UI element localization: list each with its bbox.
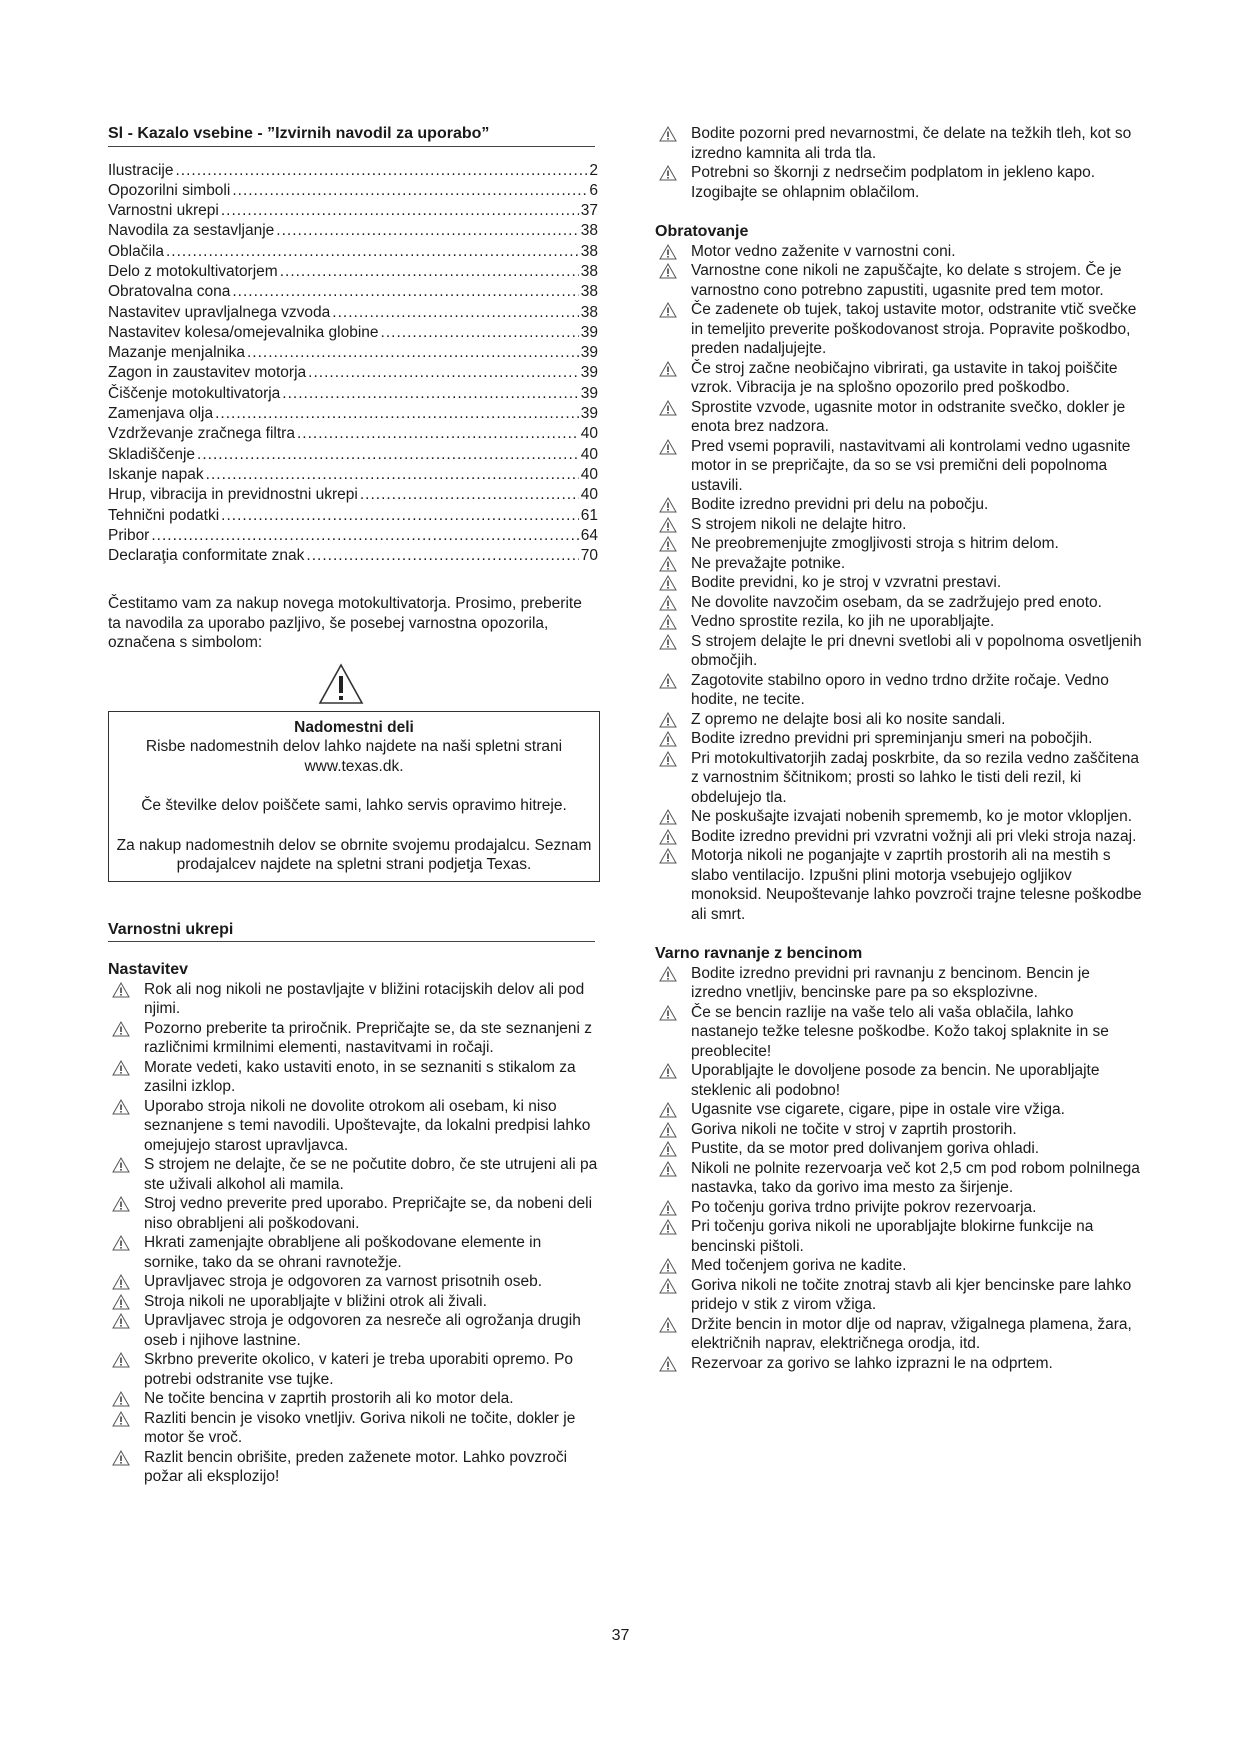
warning-item [655,1198,1145,1218]
warning-item-text: Ne poskušajte izvajati nobenih sprememb, ko je motor vklopljen. [691,808,1133,825]
subheading-nastavitev: Nastavitev [108,961,189,979]
warning-item [655,359,1145,398]
warning-item-text: Goriva nikoli ne točite v stroj v zaprtih prostorih. [691,1120,1017,1138]
warning-item [655,710,1145,730]
toc-entry-label: Zamenjava olja [108,405,214,423]
toc-dot-leader [297,424,579,444]
toc-entry [108,343,598,363]
toc-entry-label: Nastavitev kolesa/omejevalnika globine [108,323,379,341]
list-nastavitev [108,980,598,1487]
warning-item [655,749,1145,808]
warning-triangle-icon [659,165,677,181]
warning-item [108,1311,598,1350]
warning-triangle-icon [659,1356,677,1372]
warning-item [655,554,1145,574]
warning-item [655,261,1145,300]
warning-triangle-icon [112,1099,130,1115]
warning-triangle-icon [112,982,130,998]
warning-item [655,671,1145,710]
warning-item-text: Pri točenju goriva nikoli ne uporabljajte blokirne funkcije na bencinski pištoli. [691,1218,1094,1255]
toc-entry [108,181,598,201]
toc-entry [108,526,598,546]
warning-item-text: Pustite, da se motor pred dolivanjem goriva ohladi. [691,1140,1040,1157]
warning-item [655,398,1145,437]
toc-entry-label: Obratovalna cona [108,283,231,301]
toc-entry-label: Zagon in zaustavitev motorja [108,364,307,382]
warning-item [655,729,1145,749]
warning-item-text: Ne točite bencina v zaprtih prostorih ali ko motor dela. [144,1390,514,1408]
toc-entry [108,323,598,343]
toc-entry-page: 6 [589,181,598,199]
warning-item [108,1272,598,1292]
warning-item [655,124,1145,163]
warning-item-text: Če se bencin razlije na vaše telo ali vaša oblačila, lahko nastanejo težke telesne poškodbe. Kožo takoj splaknite in se preoblecite! [691,1003,1109,1060]
toc-entry-label: Nastavitev upravljalnega vzvoda [108,303,331,321]
toc-dot-leader [221,506,579,526]
toc-entry-page: 61 [580,506,598,524]
list-bencin [655,964,1145,1374]
warning-item [655,1100,1145,1120]
toc-entry-page: 39 [580,364,598,382]
toc-entry [108,262,598,282]
toc-entry [108,303,598,323]
toc-entry-page: 38 [580,242,598,260]
warning-item-text: S strojem delajte le pri dnevni svetlobi ali v popolnoma osvetljenih območjih. [691,632,1142,669]
warning-triangle-icon [659,1278,677,1294]
warning-item [655,573,1145,593]
warning-item-text: S strojem nikoli ne delajte hitro. [691,515,907,533]
warning-item-text: Razliti bencin je visoko vnetljiv. Goriva nikoli ne točite, dokler je motor še vroč. [144,1409,576,1447]
warning-item-text: Z opremo ne delajte bosi ali ko nosite sandali. [691,710,1006,728]
warning-item-text: Pri motokultivatorjih zadaj poskrbite, da so rezila vedno zaščitena z varnostnim ščitnikom; prosti so lahko le tisti deli rezil, ki obdelujejo tla. [691,749,1140,806]
warning-item-text: Varnostne cone nikoli ne zapuščajte, ko delate s strojem. Če je varnostno cono potrebno zapustiti, ugasnite pred tem motor. [691,262,1122,299]
warning-triangle-icon [659,614,677,630]
toc-entry-label: Hrup, vibracija in previdnostni ukrepi [108,486,358,504]
toc-entry-page: 38 [580,303,598,321]
toc-dot-leader [221,201,579,221]
warning-item [655,515,1145,535]
warning-item [108,1448,598,1487]
warning-triangle-icon [112,1391,130,1407]
warning-item [655,534,1145,554]
warning-item [655,300,1145,359]
warning-item-text: Ne prevažajte potnike. [691,554,846,572]
list-obratovanje [655,242,1145,925]
toc-entry [108,506,598,526]
toc-entry-label: Opozorilni simboli [108,181,231,199]
toc-dot-leader [197,445,579,465]
spare-parts-box [108,711,600,882]
warning-item-text: Vedno sprostite rezila, ko jih ne uporabljajte. [691,613,995,630]
warning-item [655,964,1145,1003]
warning-item-text: Bodite previdni, ko je stroj v vzvratni prestavi. [691,574,1002,591]
toc-entry-page: 39 [580,344,598,362]
toc-dot-leader [215,404,579,424]
warning-item-text: Potrebni so škornji z nedrsečim podplatom in jekleno kapo. Izogibajte se ohlapnim oblačilom. [691,164,1096,201]
warning-item [108,1019,598,1058]
warning-triangle-icon [659,731,677,747]
warning-item [655,1159,1145,1198]
toc-dot-leader [206,465,579,485]
warning-item-text: S strojem ne delajte, če se ne počutite dobro, če ste utrujeni ali pa ste uživali alkohol ali mamila. [144,1156,598,1193]
warning-triangle-icon [659,809,677,825]
warning-item-text: Hkrati zamenjajte obrabljene ali poškodovane elemente in sornike, tako da se ohrani ravnotežje. [144,1234,542,1271]
warning-triangle-icon [659,829,677,845]
toc-entry-label: Skladiščenje [108,445,196,463]
warning-item-text: Upravljavec stroja je odgovoren za nesreče ali ogrožanja drugih oseb i njihove lastnine. [144,1312,581,1349]
warning-triangle-icon [659,1258,677,1274]
toc-dot-leader [308,363,579,383]
warning-triangle-icon [659,1161,677,1177]
warning-item-text: Nikoli ne polnite rezervoarja več kot 2,5 cm pod robom polnilnega nastavka, tako da gorivo ima mesto za širjenje. [691,1159,1140,1196]
warning-item-text: Pozorno preberite ta priročnik. Prepričajte se, da ste seznanjeni z različnimi krmilnimi elementi, nastavitvami in ročaji. [144,1019,593,1057]
toc-entry-label: Ilustracije [108,161,174,179]
warning-triangle-icon [318,663,364,705]
toc-entry [108,465,598,485]
warning-item-text: Rezervoar za gorivo se lahko izprazni le na odprtem. [691,1354,1053,1372]
toc-entry-page: 40 [580,486,598,504]
spare-parts-title: Nadomestni deli [294,718,414,736]
warning-item [655,1120,1145,1140]
warning-triangle-icon [659,439,677,455]
toc-entry [108,363,598,383]
warning-item-text: Bodite pozorni pred nevarnostmi, če delate na težkih tleh, kot so izredno kamnita ali trda tla. [691,125,1132,162]
warning-triangle-icon [659,400,677,416]
toc-entry-page: 38 [580,262,598,280]
page-number: 37 [611,1627,630,1644]
warning-item-text: Ne dovolite navzočim osebam, da se zadržujejo pred enoto. [691,593,1102,611]
warning-item [655,846,1145,924]
warning-item-text: Morate vedeti, kako ustaviti enoto, in se seznaniti s stikalom za zasilni izklop. [144,1058,576,1096]
warning-item-text: Motor vedno zaženite v varnostni coni. [691,242,956,260]
warning-item-text: Če stroj začne neobičajno vibrirati, ga ustavite in takoj poiščite vzrok. Vibracija je na splošno opozorilo pred poškodbo. [691,359,1118,396]
toc-entry [108,201,598,221]
section-heading-safety: Varnostni ukrepi [108,920,595,943]
warning-triangle-icon [659,1200,677,1216]
warning-item [655,1256,1145,1276]
toc-dot-leader [306,546,578,566]
toc-dot-leader [381,323,579,343]
warning-triangle-icon [112,1411,130,1427]
toc-entry-label: Navodila za sestavljanje [108,222,275,240]
warning-triangle-icon [659,634,677,650]
warning-item-text: Pred vsemi popravili, nastavitvami ali kontrolami vedno ugasnite motor in se prepričajte, da so se vsi premični deli popolnoma ustavili. [691,437,1131,494]
toc-list [108,161,598,567]
warning-triangle-icon [112,1313,130,1329]
toc-dot-leader [175,161,587,181]
warning-item-text: Stroja nikoli ne uporabljajte v bližini otrok ali živali. [144,1292,487,1310]
warning-item-text: Po točenju goriva trdno privijte pokrov rezervoarja. [691,1198,1037,1216]
left-column [108,124,598,1487]
toc-entry-label: Pribor [108,526,150,544]
toc-entry [108,485,598,505]
warning-triangle-icon [659,712,677,728]
warning-item-text: Bodite izredno previdni pri spreminjanju smeri na pobočjih. [691,730,1093,747]
warning-item-text: Uporabo stroja nikoli ne dovolite otrokom ali osebam, ki niso seznanjene s temi navodili. Upoštevajte, da lokalni predpisi lahko omejujejo starost upravljavca. [144,1097,591,1154]
toc-entry-page: 39 [580,384,598,402]
warning-item-text: Zagotovite stabilno oporo in vedno trdno držite ročaje. Vedno hodite, ne tecite. [691,671,1109,708]
toc-entry [108,282,598,302]
toc-entry-label: Vzdrževanje zračnega filtra [108,425,295,443]
warning-item-text: Stroj vedno preverite pred uporabo. Prepričajte se, da nobeni deli niso obrabljeni ali poškodovani. [144,1195,593,1232]
warning-item-text: Skrbno preverite okolico, v kateri je treba uporabiti opremo. Po potrebi odstranite vse tujke. [144,1351,574,1388]
warning-item-text: Bodite izredno previdni pri delu na pobočju. [691,496,989,513]
toc-entry-page: 64 [580,526,598,544]
warning-item [655,1276,1145,1315]
toc-entry-label: Mazanje menjalnika [108,344,245,362]
warning-item [655,1003,1145,1062]
toc-entry [108,242,598,262]
warning-item-text: Motorja nikoli ne poganjajte v zaprtih prostorih ali na mestih s slabo ventilacijo. Izpušni plini motorja vsebujejo ogljikov monoksid. Neupoštevanje lahko povzroči trajne telesne poškodbe ali smrt. [691,847,1142,923]
warning-item [655,593,1145,613]
toc-dot-leader [232,282,578,302]
toc-entry-page: 37 [580,202,598,220]
toc-entry-label: Iskanje napak [108,465,204,483]
warning-triangle-icon [659,244,677,260]
warning-item-text: Ne preobremenjujte zmogljivosti stroja s hitrim delom. [691,535,1059,552]
subheading-obratovanje: Obratovanje [655,223,749,240]
warning-item [108,1350,598,1389]
toc-entry [108,546,598,566]
warning-item [655,163,1145,202]
warning-triangle-icon [659,1005,677,1021]
warning-item [108,1194,598,1233]
warning-item-text: Držite bencin in motor dlje od naprav, vžigalnega plamena, žara, električnih naprav, električnega orodja, itd. [691,1315,1132,1352]
warning-triangle-icon [112,1294,130,1310]
spare-parts-text-3: Za nakup nadomestnih delov se obrnite svojemu prodajalcu. Seznam prodajalcev najdete na spletni strani podjetja Texas. [116,836,592,874]
toc-entry-label: Varnostni ukrepi [108,202,219,220]
warning-triangle-icon [659,1122,677,1138]
toc-entry-page: 40 [580,425,598,443]
warning-item [108,1058,598,1097]
warning-item-text: Med točenjem goriva ne kadite. [691,1257,907,1274]
toc-entry-label: Čiščenje motokultivatorja [108,384,281,402]
warning-item-text: Uporabljajte le dovoljene posode za bencin. Ne uporabljajte steklenic ali podobno! [691,1062,1100,1099]
warning-item [655,495,1145,515]
warning-triangle-icon [659,1141,677,1157]
toc-entry [108,384,598,404]
warning-triangle-icon [112,1021,130,1037]
spare-parts-text-2: Če številke delov poiščete sami, lahko servis opravimo hitreje. [141,797,567,815]
right-column [655,124,1145,1373]
toc-dot-leader [151,526,578,546]
warning-triangle-icon [659,497,677,513]
toc-entry [108,445,598,465]
warning-triangle-icon [659,1102,677,1118]
warning-item [655,632,1145,671]
warning-triangle-icon [112,1060,130,1076]
list-right-top [655,124,1145,202]
toc-dot-leader [280,262,579,282]
warning-triangle-icon [659,966,677,982]
warning-item-text: Če zadenete ob tujek, takoj ustavite motor, odstranite vtič svečke in temeljito preverite poškodovanost stroja. Popravite poškodbo, preden nadaljujejte. [691,301,1137,357]
toc-entry-page: 40 [580,445,598,463]
toc-title: Sl - Kazalo vsebine - ”Izvirnih navodil za uporabo” [108,124,595,147]
warning-triangle-icon [659,536,677,552]
toc-dot-leader [232,181,587,201]
toc-entry-page: 38 [580,222,598,240]
toc-entry-page: 38 [580,283,598,301]
warning-triangle-icon [659,302,677,318]
warning-item [655,807,1145,827]
warning-triangle-icon [659,517,677,533]
warning-triangle-icon [112,1352,130,1368]
warning-item [655,1217,1145,1256]
toc-dot-leader [360,485,579,505]
subheading-bencin: Varno ravnanje z bencinom [655,945,863,962]
warning-triangle-icon [659,575,677,591]
warning-triangle-icon [659,263,677,279]
warning-triangle-icon [659,848,677,864]
toc-entry-label: Delo z motokultivatorjem [108,262,278,280]
spare-parts-text-1: Risbe nadomestnih delov lahko najdete na naši spletni strani www.texas.dk. [145,738,563,775]
toc-entry-page: 39 [580,323,598,341]
toc-dot-leader [282,384,578,404]
warning-triangle-icon [112,1196,130,1212]
warning-item [108,1097,598,1156]
warning-triangle-icon [112,1157,130,1173]
warning-item-text: Upravljavec stroja je odgovoren za varnost prisotnih oseb. [144,1273,543,1291]
warning-item-text: Bodite izredno previdni pri vzvratni vožnji ali pri vleki stroja nazaj. [691,827,1137,845]
warning-item [655,827,1145,847]
warning-item-text: Rok ali nog nikoli ne postavljajte v bližini rotacijskih delov ali pod njimi. [144,980,585,1018]
warning-item [108,980,598,1019]
warning-item [108,1389,598,1409]
toc-entry [108,424,598,444]
warning-item-text: Ugasnite vse cigarete, cigare, pipe in ostale vire vžiga. [691,1101,1065,1118]
toc-dot-leader [332,303,578,323]
warning-triangle-icon [659,556,677,572]
intro-text: Čestitamo vam za nakup novega motokultivatorja. Prosimo, preberite ta navodila za uporabo pazljivo, še posebej varnostna opozorila, označena s simbolom: [108,595,582,652]
warning-item [655,1061,1145,1100]
toc-entry-page: 2 [589,161,598,179]
warning-item [655,1354,1145,1374]
toc-dot-leader [247,343,579,363]
warning-item [108,1409,598,1448]
toc-entry-label: Tehnični podatki [108,506,220,524]
warning-item [655,1139,1145,1159]
toc-dot-leader [276,221,578,241]
toc-entry [108,161,598,181]
toc-entry-page: 39 [580,405,598,423]
warning-item-text: Razlit bencin obrišite, preden zaženete motor. Lahko povzroči požar ali eksplozijo! [144,1448,568,1486]
toc-entry [108,221,598,241]
warning-item [655,437,1145,496]
warning-triangle-icon [112,1235,130,1251]
warning-item [655,1315,1145,1354]
warning-item-text: Sprostite vzvode, ugasnite motor in odstranite svečko, dokler je enota brez nadzora. [691,398,1126,435]
warning-triangle-icon [112,1450,130,1466]
warning-triangle-icon [112,1274,130,1290]
warning-item [108,1155,598,1194]
toc-entry [108,404,598,424]
warning-triangle-icon [659,673,677,689]
warning-item [108,1292,598,1312]
warning-triangle-icon [659,1317,677,1333]
warning-item-text: Bodite izredno previdni pri ravnanju z bencinom. Bencin je izredno vnetljiv, bencinske pare pa so eksplozivne. [691,964,1090,1001]
warning-triangle-icon [659,595,677,611]
warning-triangle-icon [659,1063,677,1079]
toc-entry-page: 40 [580,465,598,483]
warning-triangle-icon [659,751,677,767]
toc-entry-label: Declaraţia conformitate znak [108,547,305,565]
warning-item-text: Goriva nikoli ne točite znotraj stavb ali kjer bencinske pare lahko pridejo v stik z virom vžiga. [691,1276,1132,1313]
warning-item [655,612,1145,632]
warning-item [108,1233,598,1272]
toc-dot-leader [166,242,579,262]
toc-entry-page: 70 [580,547,598,565]
warning-item [655,242,1145,262]
warning-triangle-icon [659,1219,677,1235]
toc-entry-label: Oblačila [108,242,164,260]
warning-triangle-icon [659,361,677,377]
warning-triangle-icon [659,126,677,142]
